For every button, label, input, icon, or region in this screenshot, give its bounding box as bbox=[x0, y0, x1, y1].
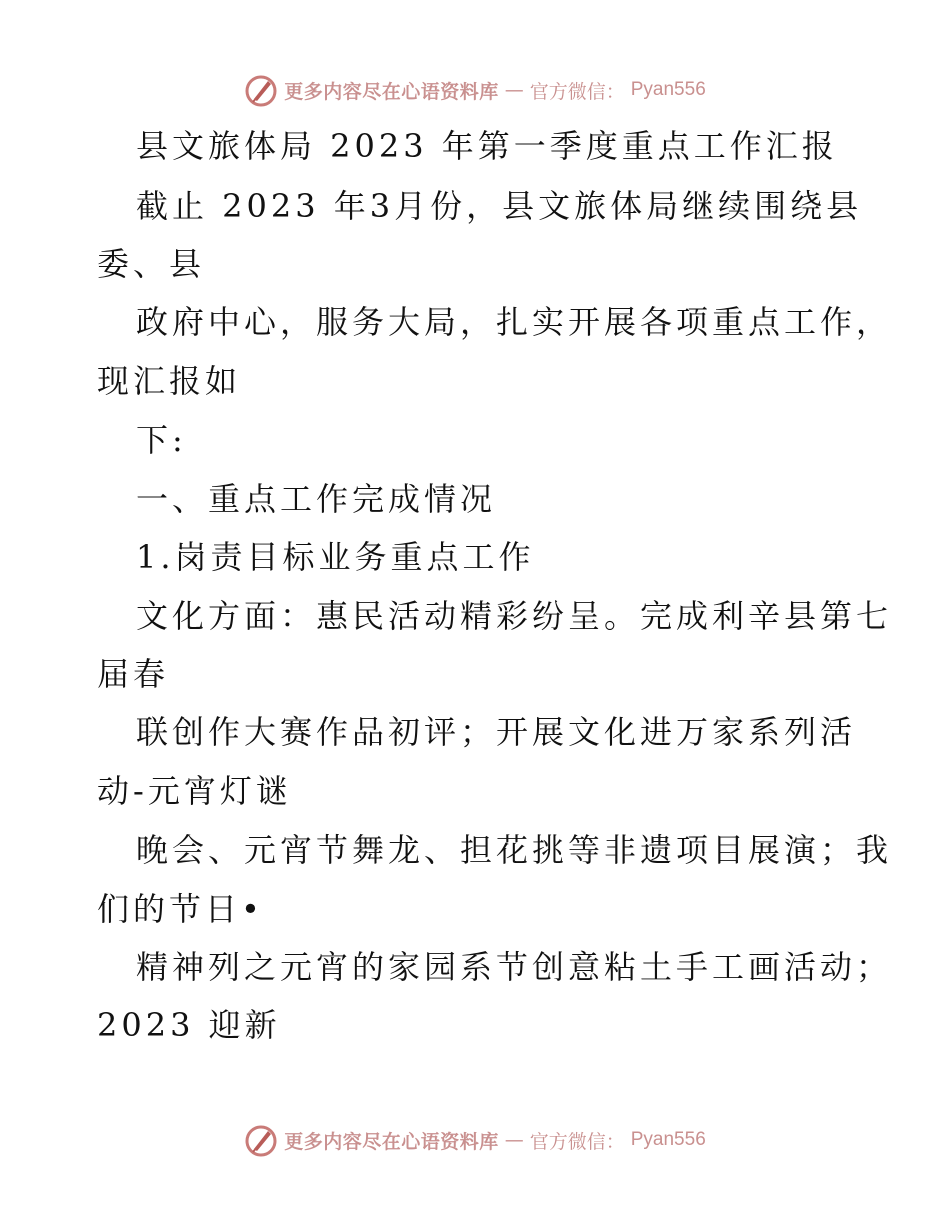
paragraph-line: 精神列之元宵的家园系节创意粘土手工画活动； bbox=[136, 948, 893, 986]
feather-pen-seal-icon bbox=[244, 1123, 278, 1157]
subsection-heading: 1.岗责目标业务重点工作 bbox=[136, 538, 535, 576]
paragraph-line: 2023 迎新 bbox=[97, 1006, 281, 1044]
section-heading: 一、重点工作完成情况 bbox=[136, 480, 497, 518]
paragraph-line: 委、县 bbox=[97, 245, 206, 283]
watermark-header bbox=[0, 70, 950, 110]
watermark-id: Pyan556 bbox=[630, 79, 706, 100]
paragraph-line: 文化方面：惠民活动精彩纷呈。完成利辛县第七 bbox=[136, 597, 893, 635]
paragraph-line: 政府中心，服务大局，扎实开展各项重点工作， bbox=[136, 303, 893, 341]
paragraph-line: 下: bbox=[136, 421, 187, 459]
document-title: 县文旅体局 2023 年第一季度重点工作汇报 bbox=[136, 127, 838, 165]
watermark-dash: — bbox=[504, 1129, 524, 1151]
paragraph-line: 晚会、元宵节舞龙、担花挑等非遗项目展演；我 bbox=[136, 831, 893, 869]
watermark-label: 官方微信： bbox=[529, 1130, 625, 1153]
feather-pen-seal-icon bbox=[244, 73, 278, 107]
watermark-dash: — bbox=[504, 79, 524, 101]
paragraph-line: 现汇报如 bbox=[97, 362, 242, 400]
watermark-id: Pyan556 bbox=[630, 1129, 706, 1150]
paragraph-line: 届春 bbox=[97, 655, 170, 693]
paragraph-line: 们的节日• bbox=[97, 890, 264, 928]
watermark-text: 更多内容尽在心语资料库 bbox=[284, 80, 499, 103]
watermark-label: 官方微信： bbox=[529, 80, 625, 103]
watermark-text: 更多内容尽在心语资料库 bbox=[284, 1130, 499, 1153]
watermark-footer bbox=[0, 1120, 950, 1160]
paragraph-line: 联创作大赛作品初评；开展文化进万家系列活 bbox=[136, 713, 857, 751]
paragraph-line: 动-元宵灯谜 bbox=[97, 772, 292, 810]
paragraph-line: 截止 2023 年3月份，县文旅体局继续围绕县 bbox=[136, 187, 863, 225]
